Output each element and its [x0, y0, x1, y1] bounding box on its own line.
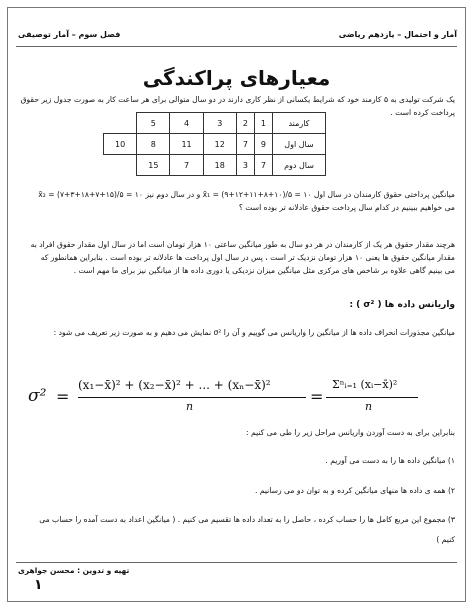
fraction-bar — [78, 397, 306, 398]
formula-sigma-squared: σ² — [28, 386, 47, 406]
step-3 — [18, 513, 455, 546]
table-row — [104, 113, 326, 134]
formula-numerator: (x₁−x̄)² + (x₂−x̄)² + ... + (xₙ−x̄)² — [78, 378, 271, 392]
formula-equals: = — [56, 387, 70, 406]
table-cell: 7 — [170, 155, 203, 176]
formula-denominator: n — [186, 400, 194, 413]
table-cell: 7 — [236, 134, 254, 155]
table-cell: 15 — [137, 155, 170, 176]
table-cell: 4 — [170, 113, 203, 134]
header-divider — [16, 46, 457, 47]
table-cell: 3 — [203, 113, 236, 134]
formula-equals-2: = — [310, 387, 324, 406]
text-line: مقدار میانگین حقوق ها یعنی ۱۰ هزار تومان نزدیک تر است ، پس در سال اول پرداخت ها عادلانه تر بوده است . بنابراین همانطور که — [40, 253, 455, 262]
variance-heading: واریانس داده ها ( σ² ) : — [349, 300, 455, 310]
variance-definition: میانگین مجذورات انحراف داده ها از میانگین را واریانس می گوییم و آن را σ² نمایش می دهیم و به صورت زیر تعریف می شود : — [53, 328, 455, 337]
header-chapter-title: فصل سوم – آمار توصیفی — [18, 30, 121, 39]
row-label-year-2: سال دوم — [273, 155, 326, 176]
footer-divider — [16, 562, 457, 563]
text-line: هرچند مقدار حقوق هر یک از کارمندان در هر دو سال به طور میانگین ساعتی ۱۰ هزار تومان است اما در سال اول مقدار حقوق افراد به — [30, 240, 455, 249]
row-label-employee: کارمند — [273, 113, 326, 134]
mean-line: میانگین پرداختی حقوق کارمندان در سال اول ۱۰ = x̄₁ = (۹+۱۲+۱۱+۸+۱۰)/۵ و در سال دوم نیز ۱۰ = x̄₂ = (۷+۳+۱۸+۷+۱۵)/۵ — [38, 190, 455, 199]
formula-sum-denominator: n — [365, 400, 373, 413]
page-number: ۱ — [34, 577, 43, 593]
variance-formula — [22, 376, 451, 416]
text-line: می بینیم گاهی علاوه بر شاخص های مرکزی مثل میانگین میزان نزدیکی یا دوری داده ها از میانگین نیز برای ما مهم است . — [73, 266, 455, 275]
header-course-title: آمار و احتمال – یازدهم ریاضی — [338, 30, 457, 39]
fraction-bar-2 — [326, 397, 418, 398]
table-cell: 5 — [137, 113, 170, 134]
step-3-line-2: کنیم ) — [436, 535, 455, 544]
author-credit: تهیه و تدوین : محسن جواهری — [18, 566, 130, 575]
table-cell: 10 — [104, 134, 137, 155]
step-1: ۱) میانگین داده ها را به دست می آوریم . — [325, 456, 455, 465]
document-page — [7, 7, 466, 602]
table-cell: 11 — [170, 134, 203, 155]
step-3-line-1: ۳) مجموع این مربع کامل ها را حساب کرده ، حاصل را به تعداد داده ها تقسیم می کنیم . ( میانگین اعداد به دست آمده را حساب می — [39, 515, 455, 524]
table-cell: 12 — [203, 134, 236, 155]
row-label-year-1: سال اول — [273, 134, 326, 155]
table-cell: 3 — [236, 155, 254, 176]
question-line: می خواهیم ببینیم در کدام سال پرداخت حقوق عادلانه تر بوده است ؟ — [238, 203, 455, 212]
table-cell: 2 — [236, 113, 254, 134]
table-cell: 8 — [137, 134, 170, 155]
table-cell: 7 — [254, 155, 272, 176]
salary-table — [103, 112, 326, 176]
page-title: معیارهای پراکندگی — [142, 66, 331, 90]
formula-sum-numerator: Σⁿᵢ₌₁ (xᵢ−x̄)² — [332, 378, 398, 391]
intro-paragraph: یک شرکت تولیدی به ۵ کارمند خود که شرایط یکسانی از نظر کاری دارند در دو سال متوالی برای هر ساعت کار به صورت جدول زیر حقوق پرداخت کرده است . — [20, 95, 455, 117]
table-row — [104, 155, 326, 176]
step-2: ۲) همه ی داده ها منهای میانگین کرده و به توان دو می رسانیم . — [255, 486, 455, 495]
page-header — [8, 30, 465, 44]
table-cell: 9 — [254, 134, 272, 155]
table-row — [104, 134, 326, 155]
steps-intro: بنابراین برای به دست آوردن واریانس مراحل زیر را طی می کنیم : — [246, 428, 455, 437]
mean-paragraph — [18, 188, 455, 214]
table-cell: 1 — [254, 113, 272, 134]
explanation-paragraph — [18, 238, 455, 277]
table-cell: 18 — [203, 155, 236, 176]
